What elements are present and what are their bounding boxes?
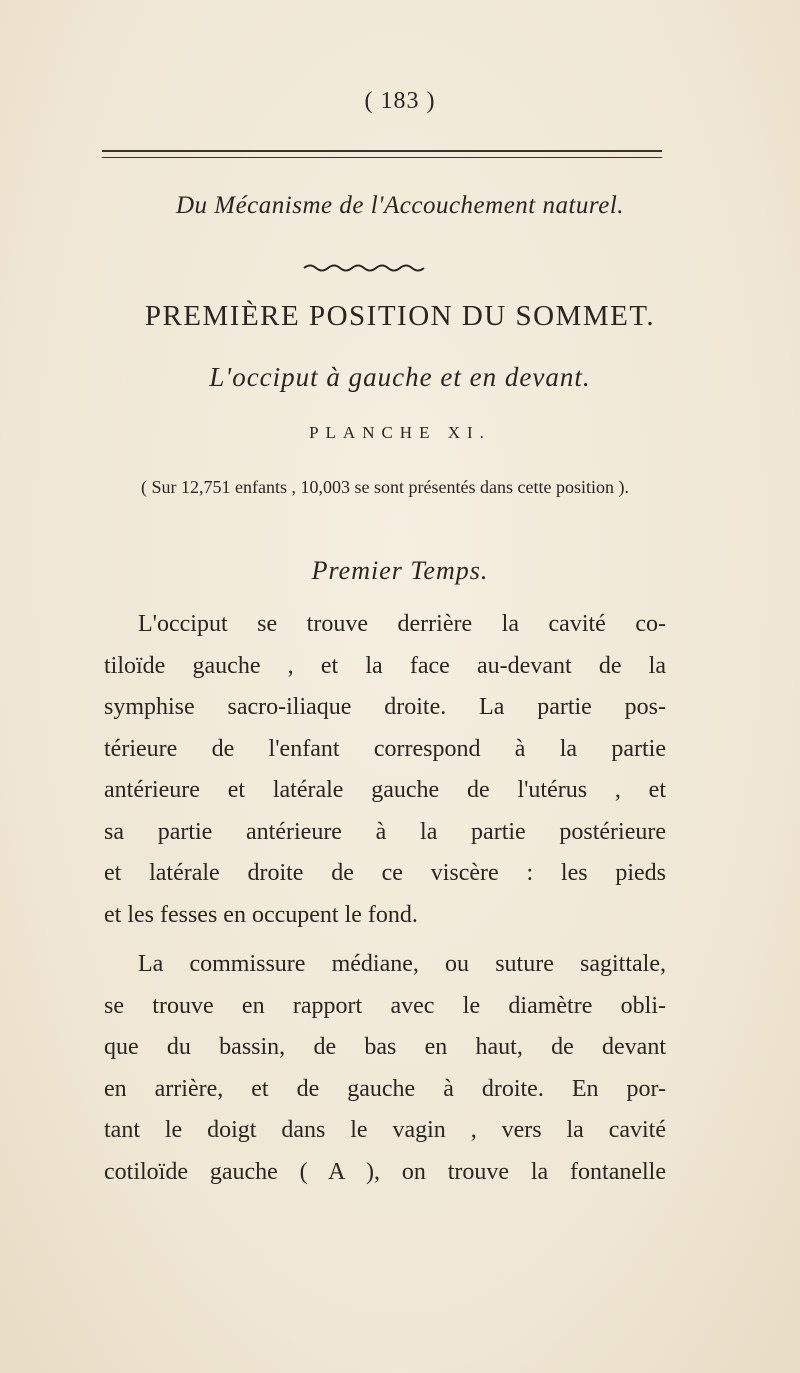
paragraph-1 bbox=[104, 604, 666, 936]
text-line: antérieure et latérale gauche de l'utérus , et bbox=[104, 777, 666, 803]
text-line: se trouve en rapport avec le diamètre obli- bbox=[104, 992, 666, 1019]
text-line: et latérale droite de ce viscère : les pieds bbox=[104, 860, 666, 886]
text-line: et les fesses en occupent le fond. bbox=[104, 901, 418, 928]
page-number: ( 183 ) bbox=[364, 88, 436, 114]
text-line: tiloïde gauche , et la face au-devant de la bbox=[104, 652, 666, 679]
statistics-note: ( Sur 12,751 enfants , 10,003 se sont présentés dans cette position ). bbox=[141, 477, 629, 497]
text-line: La commissure médiane, ou suture sagittale, bbox=[138, 951, 666, 977]
header-rule-thick bbox=[102, 150, 662, 152]
text-line: sa partie antérieure à la partie postérieure bbox=[104, 818, 666, 845]
running-title: Du Mécanisme de l'Accouchement naturel. bbox=[175, 192, 625, 219]
text-line: cotiloïde gauche ( A ), on trouve la fontanelle bbox=[104, 1158, 666, 1185]
text-line: L'occiput se trouve derrière la cavité co- bbox=[138, 611, 666, 637]
text-line: en arrière, et de gauche à droite. En por- bbox=[104, 1075, 666, 1102]
text-line: que du bassin, de bas en haut, de devant bbox=[104, 1034, 666, 1060]
subheading: L'occiput à gauche et en devant. bbox=[209, 362, 591, 392]
text-line: symphise sacro-iliaque droite. La partie pos- bbox=[104, 694, 666, 720]
section-heading: PREMIÈRE POSITION DU SOMMET. bbox=[144, 300, 656, 332]
header-rule-thin bbox=[102, 157, 662, 158]
temps-heading: Premier Temps. bbox=[311, 556, 489, 585]
text-line: tant le doigt dans le vagin , vers la cavité bbox=[104, 1117, 666, 1143]
plate-reference: PLANCHE XI. bbox=[309, 423, 491, 442]
text-line: térieure de l'enfant correspond à la partie bbox=[104, 735, 666, 762]
ornament-divider bbox=[302, 262, 430, 274]
paragraph-2 bbox=[104, 944, 666, 1193]
